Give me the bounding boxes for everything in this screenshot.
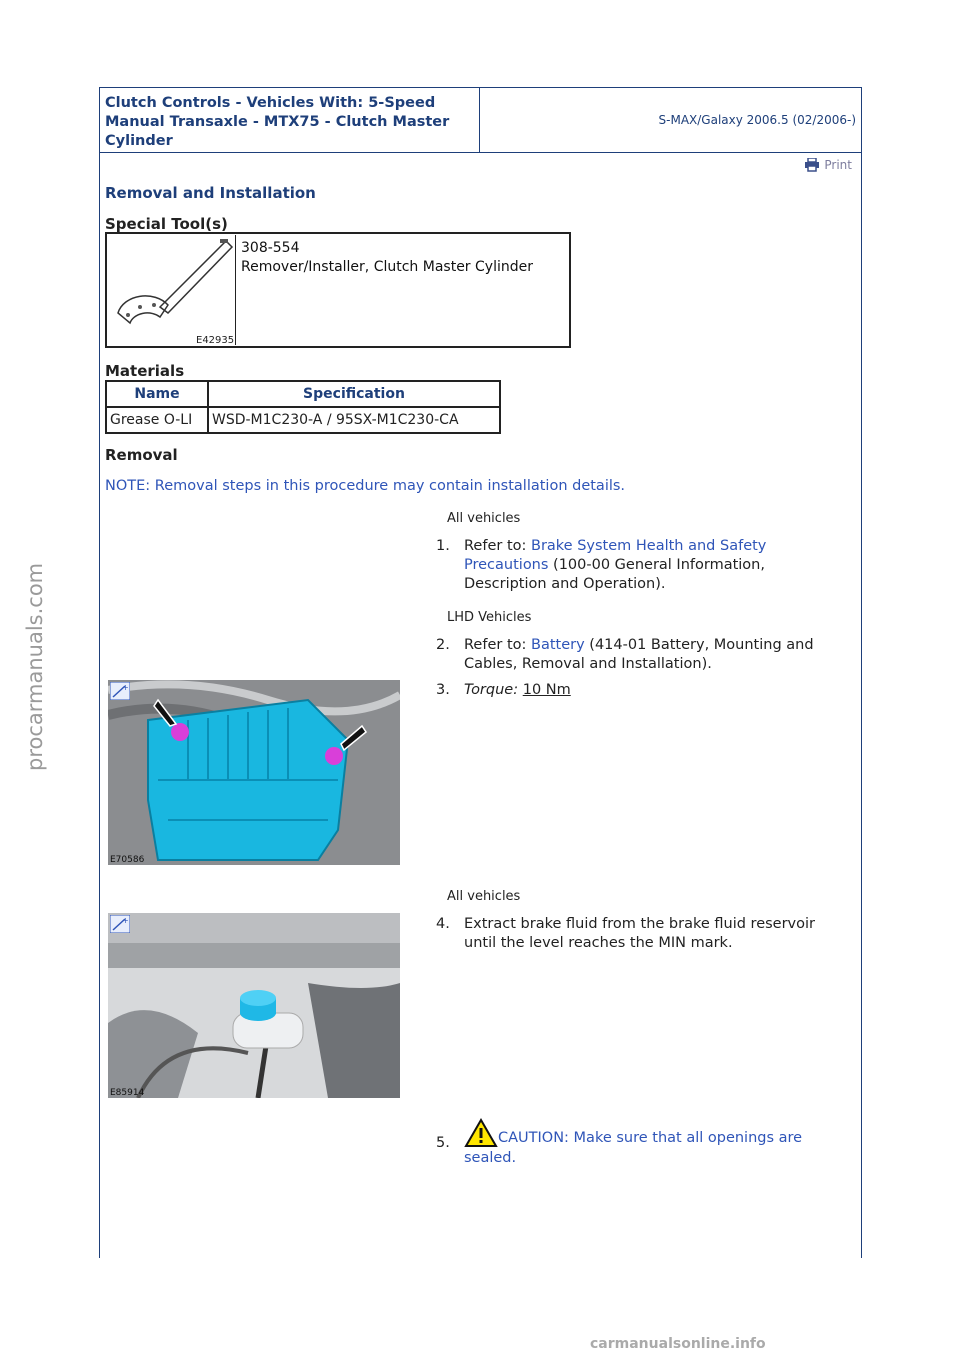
title-line: Clutch Controls - Vehicles With: 5-Speed — [105, 95, 436, 111]
watermark — [18, 555, 48, 775]
watermark-text: procarmanuals.com — [23, 562, 47, 771]
step-2 — [436, 636, 846, 674]
step-text: Refer to: — [464, 637, 531, 653]
vehicle-scope-label: All vehicles — [447, 889, 521, 904]
torque-label: Torque: — [464, 682, 519, 698]
special-tool-table — [105, 232, 571, 348]
document-header — [100, 88, 861, 153]
step-5 — [436, 1118, 846, 1168]
step-text: Refer to: — [464, 538, 531, 554]
print-label: Print — [824, 158, 852, 172]
printer-icon — [804, 158, 820, 172]
step-number: 4. — [436, 916, 450, 932]
vehicle-scope-label: All vehicles — [447, 511, 521, 526]
note-text: NOTE: Removal steps in this procedure may contain installation details. — [105, 478, 626, 494]
title-line: Manual Transaxle - MTX75 - Clutch Master — [105, 114, 450, 130]
step-text: Extract brake fluid from the brake fluid reservoir until the level reaches the MIN mark. — [464, 916, 815, 951]
materials-table — [105, 380, 501, 434]
col-spec-header: Specification — [208, 381, 500, 407]
image-code: E85914 — [110, 1088, 145, 1098]
tool-name: Remover/Installer, Clutch Master Cylinder — [241, 259, 533, 275]
special-tools-heading: Special Tool(s) — [105, 215, 228, 233]
svg-text:+: + — [122, 683, 129, 692]
header-divider — [479, 88, 480, 152]
tool-description — [241, 239, 533, 277]
zoom-icon[interactable] — [110, 915, 130, 933]
page-frame — [99, 87, 862, 1258]
zoom-icon[interactable] — [110, 682, 130, 700]
print-button[interactable] — [804, 158, 852, 172]
caution-text: CAUTION: Make sure that all openings are sealed. — [464, 1130, 803, 1166]
material-name: Grease O-LI — [106, 407, 208, 433]
brake-safety-link[interactable]: Brake System Health and Safety Precautions — [464, 538, 767, 573]
step-3 — [436, 681, 846, 700]
vehicle-label: S-MAX/Galaxy 2006.5 (02/2006-) — [658, 113, 856, 127]
table-row — [106, 407, 500, 433]
svg-text:+: + — [122, 916, 129, 925]
section-title: Removal and Installation — [105, 184, 316, 202]
tool-number: 308-554 — [241, 240, 300, 256]
material-spec: WSD-M1C230-A / 95SX-M1C230-CA — [208, 407, 500, 433]
step-number: 3. — [436, 682, 450, 698]
col-name-header: Name — [106, 381, 208, 407]
brake-reservoir-image[interactable] — [108, 913, 400, 1098]
battery-link[interactable]: Battery — [531, 637, 585, 653]
title-line: Cylinder — [105, 133, 173, 149]
footer-watermark: carmanualsonline.info — [590, 1336, 766, 1352]
step-1 — [436, 537, 846, 594]
step-text: (414-01 Battery, Mounting and Cables, Removal and Installation). — [464, 637, 814, 672]
tool-image — [108, 235, 236, 345]
step-4 — [436, 915, 846, 953]
step-number: 2. — [436, 637, 450, 653]
removal-heading: Removal — [105, 446, 178, 464]
torque-value: 10 Nm — [522, 682, 571, 698]
tool-image-code: E42935 — [196, 335, 235, 345]
battery-tray-image[interactable] — [108, 680, 400, 865]
step-number: 1. — [436, 538, 450, 554]
warning-icon — [464, 1118, 498, 1148]
document-title — [105, 94, 475, 151]
image-code: E70586 — [110, 855, 145, 865]
step-number: 5. — [436, 1135, 450, 1151]
materials-heading: Materials — [105, 362, 185, 380]
vehicle-scope-label: LHD Vehicles — [447, 610, 532, 625]
step-text: (100-00 General Information, Description and Operation). — [464, 557, 765, 592]
